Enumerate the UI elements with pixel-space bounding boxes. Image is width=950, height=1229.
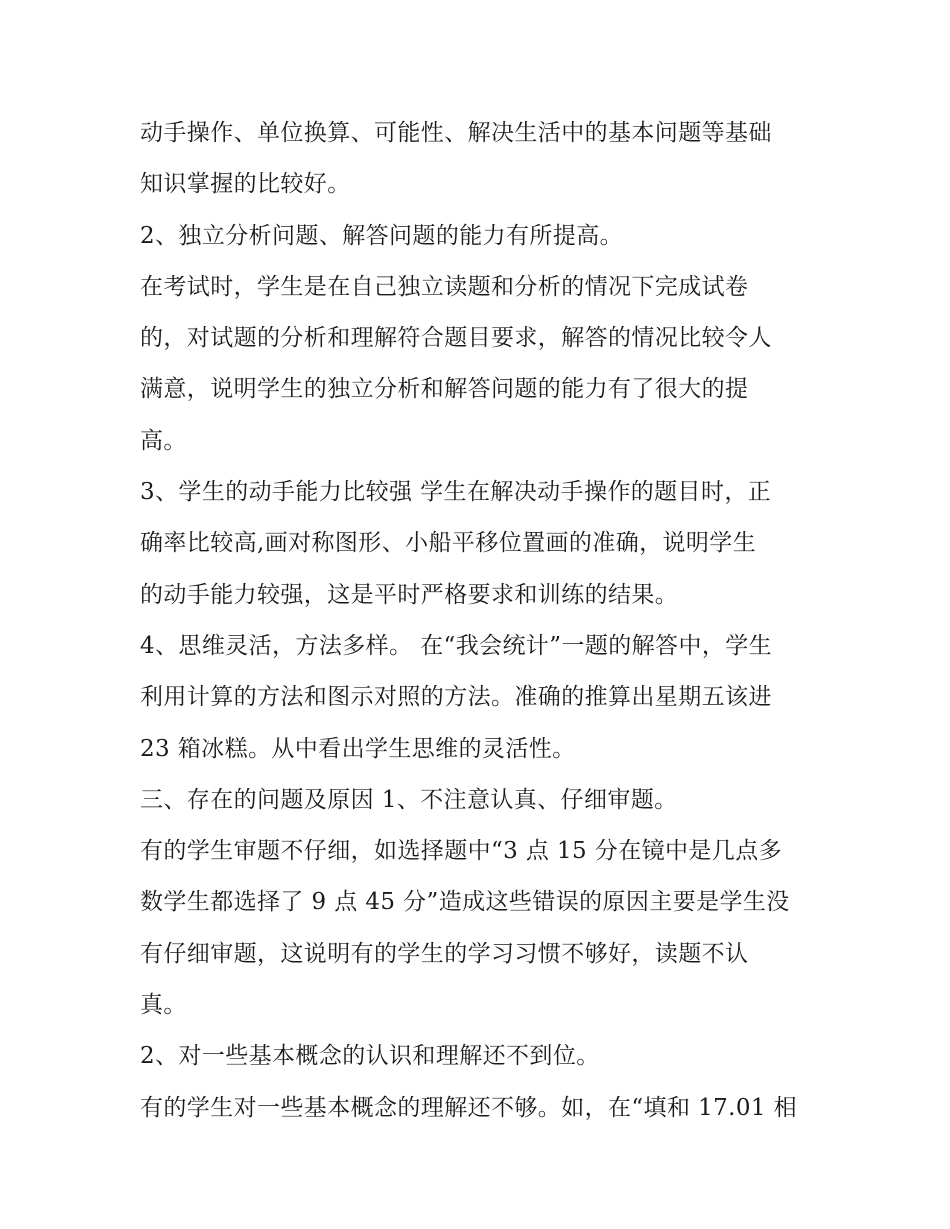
- text-line: 真。: [140, 992, 187, 1019]
- text-line: 满意，说明学生的独立分析和解答问题的能力有了很大的提: [140, 376, 749, 403]
- section-heading: 三、存在的问题及原因 1、不注意认真、仔细审题。: [140, 786, 678, 813]
- text-line: 高。: [140, 427, 187, 454]
- section-heading: 2、对一些基本概念的认识和理解还不到位。: [140, 1043, 600, 1070]
- text-line: 的动手能力较强，这是平时严格要求和训练的结果。: [140, 581, 679, 608]
- text-line: 有的学生审题不仔细，如选择题中“3 点 15 分在镜中是几点多: [140, 838, 782, 865]
- section-heading: 4、思维灵活，方法多样。 在“我会统计”一题的解答中，学生: [140, 632, 773, 659]
- text-line: 在考试时，学生是在自己独立读题和分析的情况下完成试卷: [140, 273, 749, 300]
- text-line: 确率比较高,画对称图形、小船平移位置画的准确，说明学生: [140, 530, 757, 557]
- document-body: [140, 108, 820, 1134]
- section-heading: 2、独立分析问题、解答问题的能力有所提高。: [140, 222, 624, 249]
- text-line: 利用计算的方法和图示对照的方法。准确的推算出星期五该进: [140, 684, 772, 711]
- text-line: 有仔细审题，这说明有的学生的学习习惯不够好，读题不认: [140, 940, 749, 967]
- text-line: 23 箱冰糕。从中看出学生思维的灵活性。: [140, 735, 576, 762]
- text-line: 知识掌握的比较好。: [140, 171, 351, 198]
- text-line: 有的学生对一些基本概念的理解还不够。如，在“填和 17.01 相: [140, 1094, 798, 1121]
- text-line: 数学生都选择了 9 点 45 分”造成这些错误的原因主要是学生没: [140, 889, 790, 916]
- section-heading: 3、学生的动手能力比较强 学生在解决动手操作的题目时，正: [140, 479, 772, 506]
- text-line: 的，对试题的分析和理解符合题目要求，解答的情况比较令人: [140, 325, 772, 352]
- text-line: 动手操作、单位换算、可能性、解决生活中的基本问题等基础: [140, 120, 772, 146]
